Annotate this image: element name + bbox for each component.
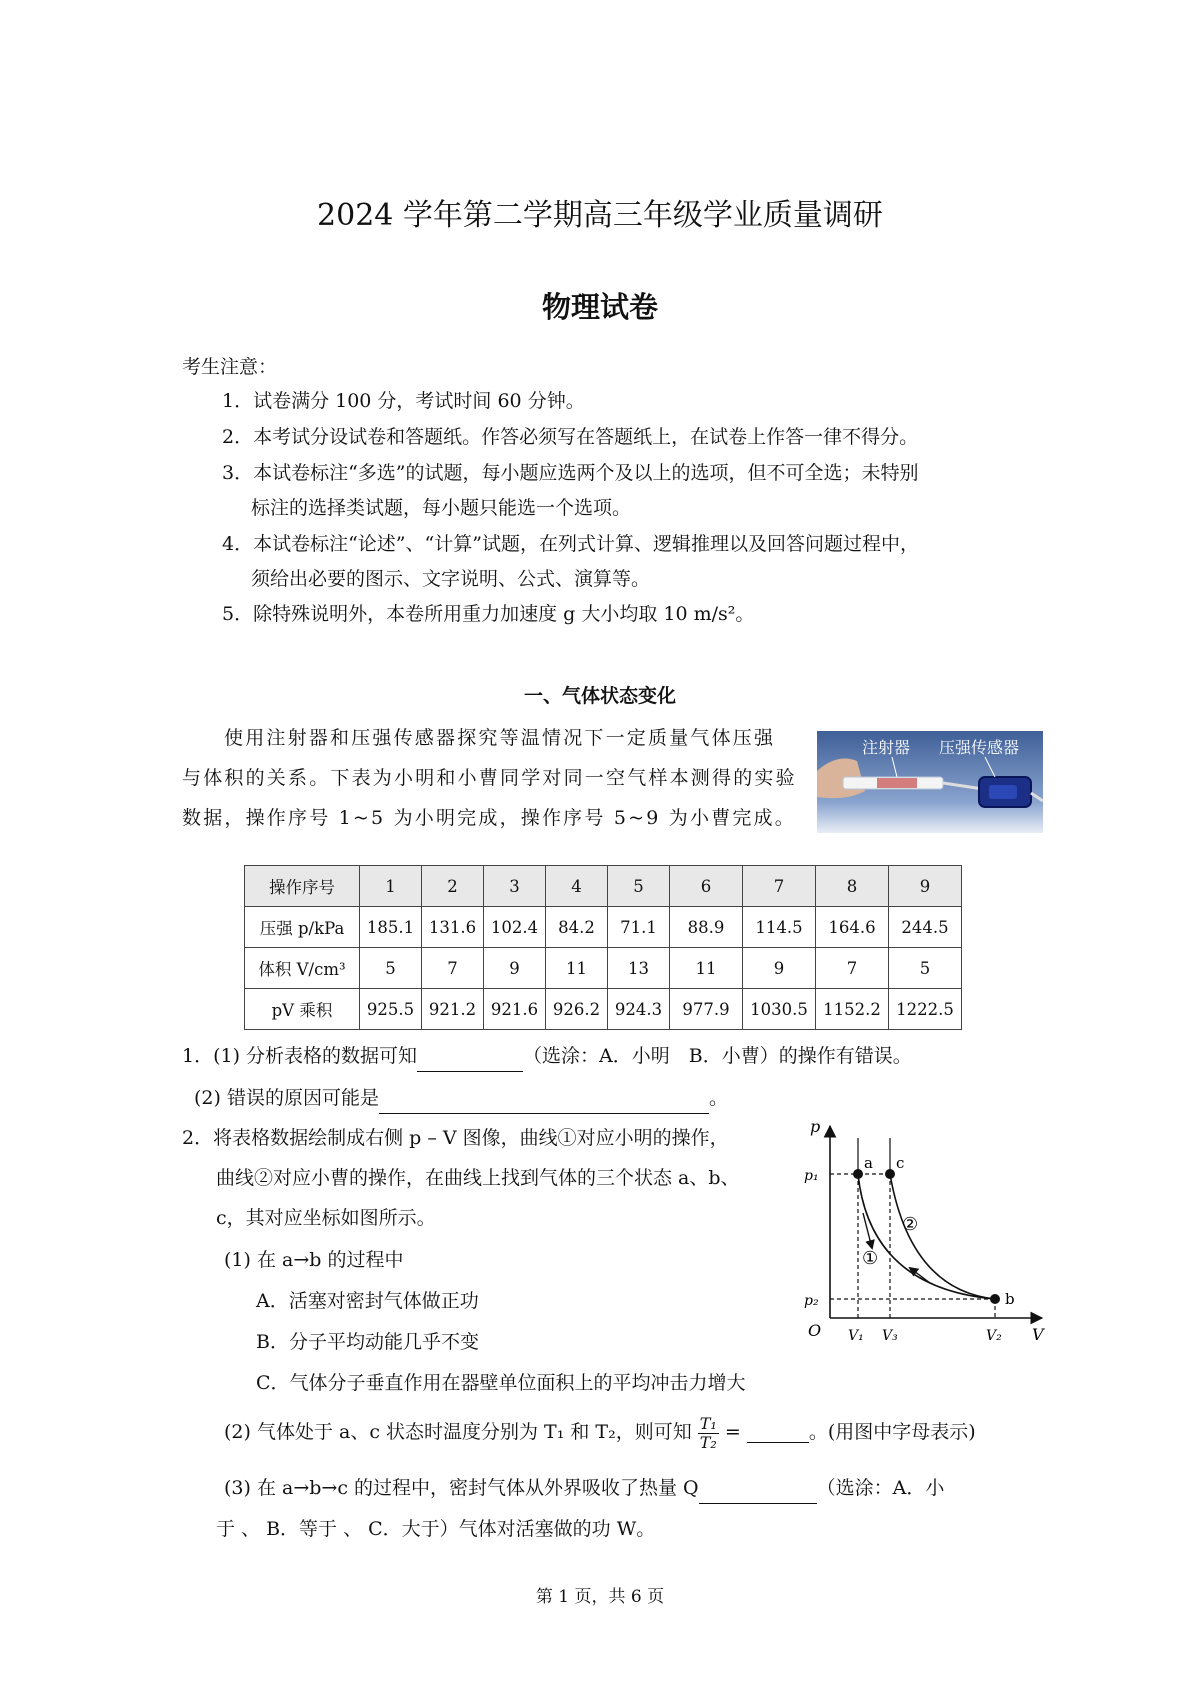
point-a-label: a (864, 1154, 873, 1172)
table-cell: 5 (608, 866, 670, 907)
p1-tick: p₁ (804, 1168, 819, 1184)
row-header: 体积 V/cm³ (245, 948, 360, 989)
table-row (245, 948, 962, 989)
question-2-line-3: c，其对应坐标如图所示。 (216, 1207, 436, 1229)
curve-2 (890, 1174, 995, 1299)
fraction-T1-T2 (698, 1415, 719, 1452)
table-cell: 926.2 (546, 989, 608, 1030)
photo-label-sensor: 压强传感器 (939, 738, 1020, 757)
point-b-label: b (1005, 1290, 1015, 1308)
table-cell: 7 (422, 948, 484, 989)
intro-line-2: 与体积的关系。下表为小明和小曹同学对同一空气样本测得的实验 (182, 767, 797, 789)
equals-sign: = (724, 1421, 741, 1443)
table-cell: 5 (889, 948, 962, 989)
syringe-sensor-photo (817, 731, 1043, 833)
v3-tick: V₃ (882, 1328, 898, 1344)
table-cell: 3 (484, 866, 546, 907)
notice-heading: 考生注意： (182, 356, 278, 378)
option-2-1-C[interactable]: C．气体分子垂直作用在器壁单位面积上的平均冲击力增大 (256, 1372, 746, 1394)
fraction-denominator: T₂ (699, 1432, 717, 1452)
notice-item-4-cont: 须给出必要的图示、文字说明、公式、演算等。 (251, 568, 651, 590)
curve-1-label: ① (862, 1248, 879, 1269)
table-row (245, 907, 962, 948)
table-cell: 244.5 (889, 907, 962, 948)
notice-item-4: 4．本试卷标注“论述”、“计算”试题，在列式计算、逻辑推理以及回答问题过程中， (222, 533, 919, 555)
question-2-2 (224, 1410, 976, 1454)
point-c-label: c (896, 1154, 905, 1172)
question-2-1: (1) 在 a→b 的过程中 (224, 1249, 404, 1271)
row-header: 操作序号 (245, 866, 360, 907)
exam-subject: 物理试卷 (541, 290, 658, 324)
p2-tick: p₂ (804, 1293, 819, 1309)
table-cell: 131.6 (422, 907, 484, 948)
table-cell: 88.9 (670, 907, 743, 948)
table-cell: 6 (670, 866, 743, 907)
table-cell: 1 (360, 866, 422, 907)
table-cell: 4 (546, 866, 608, 907)
table-cell: 977.9 (670, 989, 743, 1030)
table-cell: 7 (816, 948, 889, 989)
question-2-2-hint: 。(用图中字母表示) (808, 1421, 976, 1443)
notice-item-1: 1．试卷满分 100 分，考试时间 60 分钟。 (222, 390, 585, 412)
exam-title: 2024 学年第二学期高三年级学业质量调研 (317, 198, 883, 233)
notice-item-2: 2．本考试分设试卷和答题纸。作答必须写在答题纸上，在试卷上作答一律不得分。 (222, 426, 919, 448)
table-cell: 8 (816, 866, 889, 907)
curve-2-label: ② (902, 1214, 919, 1235)
answer-blank-1-2[interactable] (379, 1093, 709, 1114)
question-2-3-cont: 于 、 B．等于 、 C．大于）气体对活塞做的功 W。 (216, 1518, 656, 1540)
table-cell: 11 (670, 948, 743, 989)
answer-blank-1-1[interactable] (417, 1051, 523, 1072)
point-a (853, 1169, 863, 1179)
table-cell: 9 (484, 948, 546, 989)
question-2-line-1: 2．将表格数据绘制成右侧 p – V 图像，曲线①对应小明的操作， (182, 1127, 729, 1149)
table-cell: 185.1 (360, 907, 422, 948)
answer-blank-2-2[interactable] (747, 1423, 809, 1444)
table-cell: 164.6 (816, 907, 889, 948)
curve-2-arrow (910, 1268, 930, 1283)
table-cell: 13 (608, 948, 670, 989)
section-heading: 一、气体状态变化 (523, 685, 676, 707)
row-header: pV 乘积 (245, 989, 360, 1030)
question-2-3-text: (3) 在 a→b→c 的过程中，密封气体从外界吸收了热量 Q (224, 1477, 699, 1499)
table-cell: 924.3 (608, 989, 670, 1030)
table-cell: 114.5 (743, 907, 816, 948)
table-cell: 1030.5 (743, 989, 816, 1030)
table-row (245, 989, 962, 1030)
table-row (245, 866, 962, 907)
intro-line-1: 使用注射器和压强传感器探究等温情况下一定质量气体压强 (224, 727, 776, 749)
data-table (244, 865, 962, 1030)
row-header: 压强 p/kPa (245, 907, 360, 948)
x-axis-label: V (1032, 1325, 1044, 1344)
question-2-3-options: （选涂：A．小 (816, 1477, 945, 1499)
y-axis-label: p (810, 1118, 821, 1136)
fraction-numerator: T₁ (699, 1413, 717, 1433)
intro-line-3: 数据，操作序号 1~5 为小明完成，操作序号 5~9 为小曹完成。 (182, 807, 796, 829)
table-cell: 921.2 (422, 989, 484, 1030)
notice-item-3: 3．本试卷标注“多选”的试题，每小题应选两个及以上的选项，但不可全选；未特别 (222, 462, 919, 484)
photo-label-syringe: 注射器 (862, 738, 911, 757)
question-1-1 (182, 1040, 912, 1072)
table-cell: 84.2 (546, 907, 608, 948)
question-1-2-text: (2) 错误的原因可能是 (194, 1087, 379, 1109)
point-c (885, 1169, 895, 1179)
table-cell: 2 (422, 866, 484, 907)
table-cell: 9 (889, 866, 962, 907)
question-2-2-text: (2) 气体处于 a、c 状态时温度分别为 T₁ 和 T₂，则可知 (224, 1421, 692, 1443)
option-2-1-B[interactable]: B．分子平均动能几乎不变 (256, 1331, 479, 1353)
notice-item-5: 5．除特殊说明外，本卷所用重力加速度 g 大小均取 10 m/s²。 (222, 603, 755, 625)
table-cell: 7 (743, 866, 816, 907)
table-cell: 921.6 (484, 989, 546, 1030)
question-2-line-2: 曲线②对应小曹的操作，在曲线上找到气体的三个状态 a、b、 (216, 1167, 740, 1189)
question-2-3 (224, 1472, 944, 1504)
table-cell: 11 (546, 948, 608, 989)
question-1-1-options: （选涂：A．小明 B．小曹）的操作有错误。 (523, 1045, 912, 1067)
table-cell: 71.1 (608, 907, 670, 948)
v2-tick: V₂ (986, 1328, 1002, 1344)
pv-graph (800, 1118, 1050, 1350)
question-1-2-end: 。 (708, 1087, 728, 1109)
page-footer: 第 1 页，共 6 页 (535, 1587, 665, 1607)
answer-blank-2-3[interactable] (699, 1483, 817, 1504)
table-cell: 9 (743, 948, 816, 989)
point-b (990, 1294, 1000, 1304)
origin-label: O (808, 1321, 822, 1340)
table-cell: 5 (360, 948, 422, 989)
table-cell: 1222.5 (889, 989, 962, 1030)
question-1-1-text: 1．(1) 分析表格的数据可知 (182, 1045, 418, 1067)
curve-1-arrow (863, 1213, 872, 1248)
table-cell: 925.5 (360, 989, 422, 1030)
table-cell: 1152.2 (816, 989, 889, 1030)
v1-tick: V₁ (848, 1328, 864, 1344)
option-2-1-A[interactable]: A．活塞对密封气体做正功 (256, 1290, 479, 1312)
table-cell: 102.4 (484, 907, 546, 948)
question-1-2 (194, 1082, 728, 1114)
notice-item-3-cont: 标注的选择类试题，每小题只能选一个选项。 (251, 497, 632, 519)
